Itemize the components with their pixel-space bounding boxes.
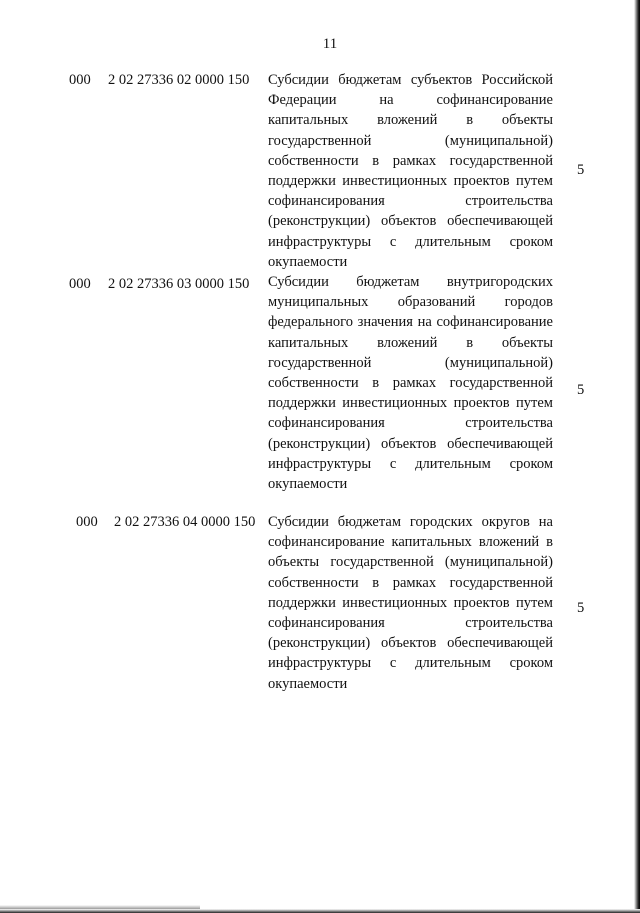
revenue-description: Субсидии бюджетам внутригородских муниципальных образований городов федерального значения на софинансирование капитальных вложений в объекты государственной (муниципальной) собственности в рамках государственной поддержки инвестиционных проектов путем софинансирования строительства (реконструкции) объектов обеспечивающей инфраструктуры с длительным сроком окупаемости [268,274,553,493]
budget-classification-code: 2 02 27336 02 0000 150 [108,72,250,88]
amount-value: 5 [577,162,585,178]
scan-edge-shadow [634,0,640,913]
admin-code: 000 [69,276,91,292]
amount-value: 5 [577,382,585,398]
revenue-description: Субсидии бюджетам городских округов на софинансирование капитальных вложений в объекты государственной (муниципальной) собственности в рамках государственной поддержки инвестиционных проектов путем софинансирования строительства (реконструкции) объектов обеспечивающей инфраструктуры с длительным сроком окупаемости [268,514,553,692]
page-number: 11 [322,36,338,52]
amount-value: 5 [577,600,585,616]
admin-code: 000 [76,514,98,530]
budget-classification-code: 2 02 27336 04 0000 150 [114,514,256,530]
admin-code: 000 [69,72,91,88]
scan-edge-shadow [0,909,640,913]
revenue-description: Субсидии бюджетам субъектов Российской Федерации на софинансирование капитальных вложений в объекты государственной (муниципальной) собственности в рамках государственной поддержки инвестиционных проектов путем софинансирования строительства (реконструкции) объектов обеспечивающей инфраструктуры с длительным сроком окупаемости [268,72,553,270]
budget-classification-code: 2 02 27336 03 0000 150 [108,276,250,292]
